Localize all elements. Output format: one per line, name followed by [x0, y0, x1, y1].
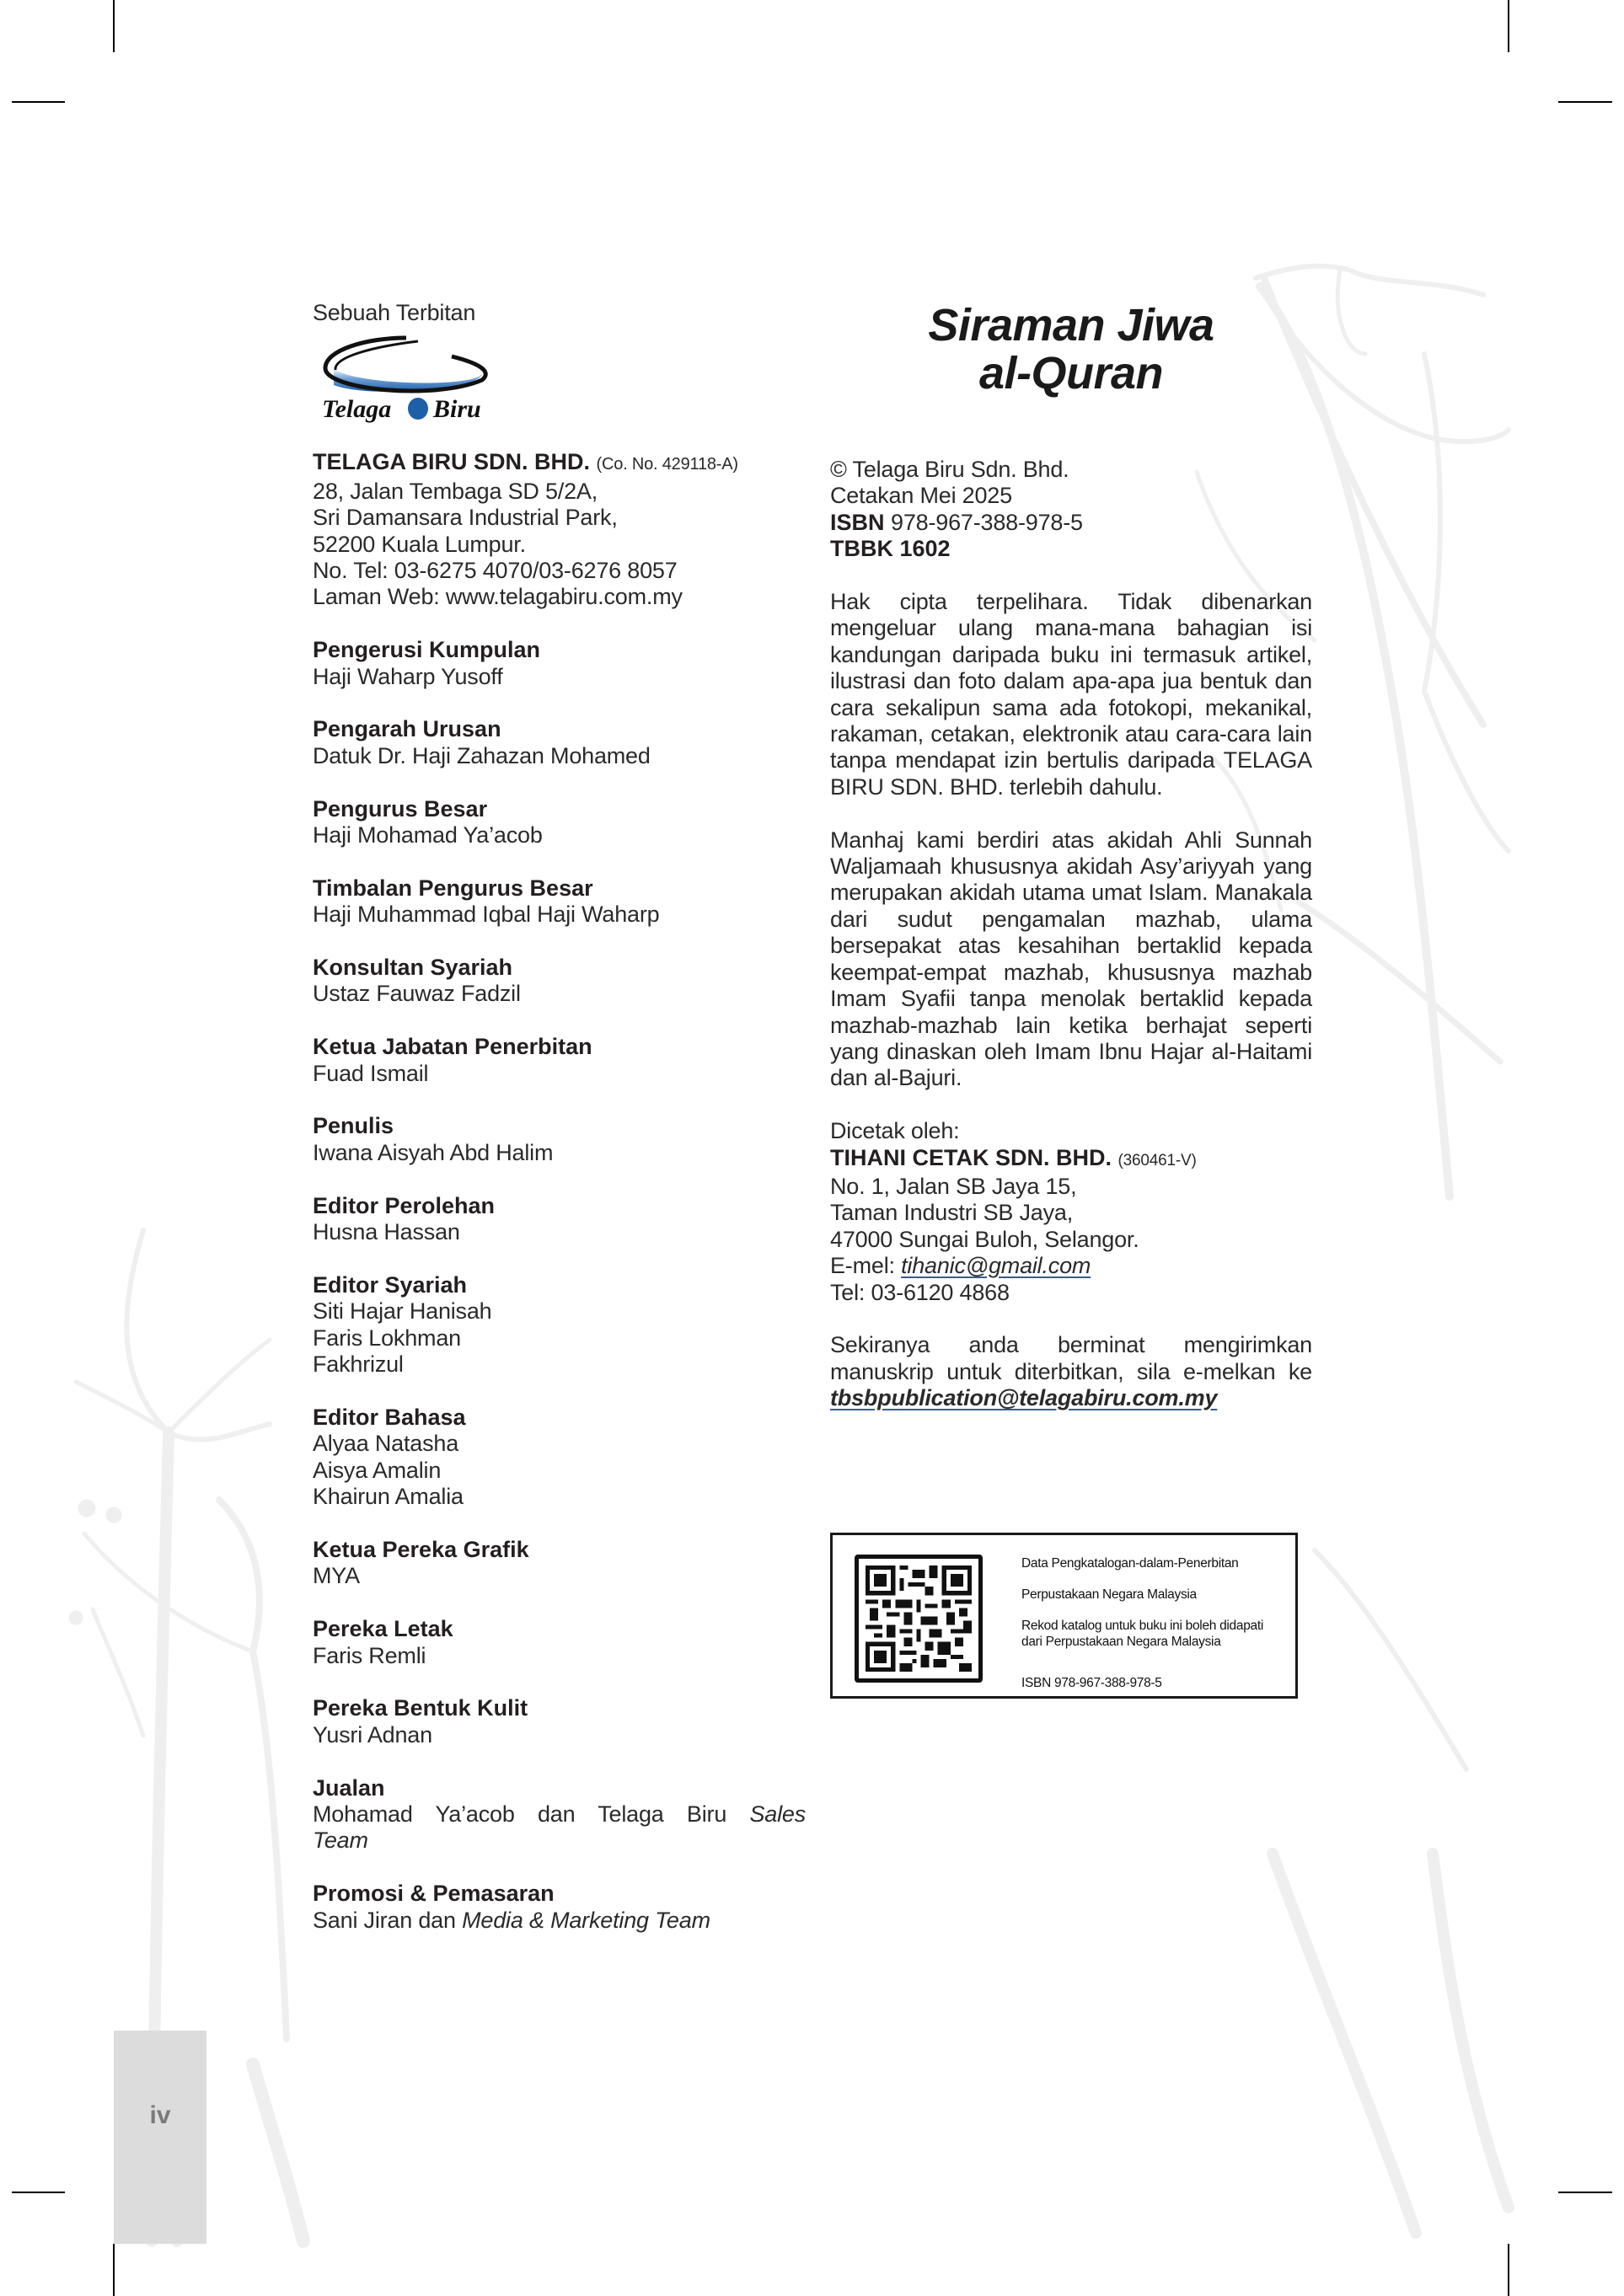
credit-name: Aisya Amalin	[313, 1457, 442, 1483]
credit-role: Timbalan Pengurus Besar	[313, 875, 593, 901]
credit-block	[313, 796, 806, 849]
credit-block	[313, 1616, 806, 1669]
printer-address-2: Taman Industri SB Jaya,	[830, 1200, 1074, 1226]
crop-mark-top-left-v	[113, 0, 115, 52]
credit-role: Ketua Pereka Grafik	[313, 1536, 529, 1562]
cip-line-3a: Rekod katalog untuk buku ini boleh didapati	[1021, 1619, 1263, 1633]
cip-isbn: ISBN 978-967-388-978-5	[1021, 1676, 1162, 1690]
credit-role: Pengerusi Kumpulan	[313, 637, 541, 663]
credit-role: Konsultan Syariah	[313, 955, 513, 981]
cip-line-1: Data Pengkatalogan-dalam-Penerbitan	[1021, 1556, 1239, 1571]
printer-email-link[interactable]: tihanic@gmail.com	[901, 1253, 1091, 1279]
publisher-intro: Sebuah Terbitan	[313, 300, 476, 325]
credit-name: Siti Hajar Hanisah	[313, 1298, 492, 1325]
credit-name: Khairun Amalia	[313, 1484, 464, 1510]
publisher-website: Laman Web: www.telagabiru.com.my	[313, 584, 683, 610]
publisher-address-2: Sri Damansara Industrial Park,	[313, 505, 618, 531]
credit-block-jualan	[313, 1775, 806, 1854]
cip-text	[1021, 1555, 1263, 1706]
credit-name	[313, 1801, 806, 1854]
credit-name: Datuk Dr. Haji Zahazan Mohamed	[313, 742, 651, 768]
credit-name: Haji Muhammad Iqbal Haji Waharp	[313, 902, 660, 928]
credit-block	[313, 1405, 806, 1511]
cip-line-2: Perpustakaan Negara Malaysia	[1021, 1587, 1197, 1602]
credit-block	[313, 637, 806, 690]
book-code: TBBK 1602	[830, 536, 951, 562]
crop-mark-top-left-h	[12, 101, 65, 103]
promosi-text: Sani Jiran dan	[313, 1907, 463, 1933]
cip-box	[830, 1533, 1298, 1699]
qr-code-icon[interactable]	[855, 1555, 983, 1683]
credit-block	[313, 1272, 806, 1378]
jualan-italic: Sales Team	[313, 1801, 806, 1854]
credit-name: Faris Lokhman	[313, 1325, 461, 1351]
credit-name: Haji Mohamad Ya’acob	[313, 822, 543, 848]
credit-role: Pengurus Besar	[313, 795, 488, 822]
credit-block	[313, 955, 806, 1008]
printer-reg: (360461-V)	[1118, 1151, 1197, 1169]
publisher-name: TELAGA BIRU SDN. BHD.	[313, 449, 590, 475]
book-title-line-2: al-Quran	[978, 348, 1164, 399]
telaga-biru-logo-icon	[317, 333, 494, 425]
submission-email-link[interactable]: tbsbpublication@telagabiru.com.my	[830, 1385, 1218, 1411]
book-title-line-1: Siraman Jiwa	[928, 300, 1214, 351]
credit-name: Iwana Aisyah Abd Halim	[313, 1139, 554, 1165]
edition: Cetakan Mei 2025	[830, 483, 1012, 509]
credit-name: MYA	[313, 1563, 360, 1589]
credit-role: Editor Syariah	[313, 1271, 468, 1298]
isbn-line	[830, 510, 1312, 536]
publisher-address-1: 28, Jalan Tembaga SD 5/2A,	[313, 478, 598, 504]
credit-role: Pereka Bentuk Kulit	[313, 1695, 528, 1721]
publisher-phone: No. Tel: 03-6275 4070/03-6276 8057	[313, 558, 678, 584]
printer-name: TIHANI CETAK SDN. BHD.	[830, 1144, 1112, 1170]
rights-paragraph: Hak cipta terpelihara. Tidak dibenarkan mengeluar ulang mana-mana bahagian isi kandungan daripada buku ini termasuk artikel, ilustrasi dan foto dalam apa-apa jua bentuk dan cara sekalipun sama ada fotokopi, mekanikal, rakaman, cetakan, elektronik atau cara-cara lain tanpa mendapat izin bertulis daripada TELAGA BIRU SDN. BHD. terlebih dahulu.	[830, 589, 1312, 800]
crop-mark-bottom-right-h	[1558, 2192, 1612, 2193]
credit-name: Fuad Ismail	[313, 1060, 429, 1086]
printer-name-line	[830, 1145, 1312, 1174]
submission-paragraph	[830, 1332, 1312, 1411]
printer-address-1: No. 1, Jalan SB Jaya 15,	[830, 1173, 1077, 1199]
credit-block	[313, 1034, 806, 1087]
crop-mark-bottom-left-v	[113, 2244, 115, 2296]
credit-name: Husna Hassan	[313, 1219, 460, 1245]
isbn-label: ISBN	[830, 509, 885, 535]
credit-block	[313, 1537, 806, 1590]
svg-text:Telaga: Telaga	[322, 395, 392, 424]
credit-role: Jualan	[313, 1774, 385, 1801]
credit-name: Yusri Adnan	[313, 1721, 432, 1747]
printer-email-line	[830, 1253, 1312, 1279]
submission-text: Sekiranya anda berminat mengirimkan manuskrip untuk diterbitkan, sila e-melkan ke	[830, 1332, 1312, 1384]
crop-mark-bottom-left-h	[12, 2192, 65, 2193]
right-column	[830, 300, 1312, 1412]
publisher-address-3: 52200 Kuala Lumpur.	[313, 531, 526, 557]
crop-mark-top-right-h	[1558, 101, 1612, 103]
publisher-name-line	[313, 449, 806, 478]
publisher-co-no: (Co. No. 429118-A)	[596, 455, 738, 474]
isbn-value: 978-967-388-978-5	[891, 509, 1083, 535]
credit-name: Ustaz Fauwaz Fadzil	[313, 981, 521, 1007]
credit-name: Faris Remli	[313, 1642, 426, 1668]
cip-line-3b: dari Perpustakaan Negara Malaysia	[1021, 1635, 1221, 1649]
credit-block	[313, 1695, 806, 1748]
credit-role: Penulis	[313, 1113, 394, 1139]
credit-block	[313, 1193, 806, 1246]
credit-role: Pengarah Urusan	[313, 716, 501, 742]
credit-role: Editor Bahasa	[313, 1404, 466, 1430]
crop-mark-top-right-v	[1508, 0, 1509, 52]
credit-role: Ketua Jabatan Penerbitan	[313, 1034, 592, 1060]
promosi-italic: Media & Marketing Team	[462, 1907, 710, 1933]
credit-name	[313, 1908, 806, 1934]
jualan-text: Mohamad Ya’acob dan Telaga Biru	[313, 1801, 750, 1827]
left-column	[313, 300, 806, 1934]
credit-name: Fakhrizul	[313, 1351, 404, 1378]
manhaj-paragraph: Manhaj kami berdiri atas akidah Ahli Sunnah Waljamaah khususnya akidah Asy’ariyyah yang merupakan akidah utama umat Islam. Manakala dari sudut pengamalan mazhab, ulama bersepakat atas kesahihan bertaklid kepada keempat-empat mazhab, khususnya mazhab Imam Syafii tanpa menolak bertaklid kepada mazhab-mazhab lain ketika berhajat seperti yang dinaskan oleh Imam Ibnu Hajar al-Haitami dan al-Bajuri.	[830, 827, 1312, 1091]
printer-email-label: E-mel:	[830, 1253, 902, 1279]
credit-block	[313, 875, 806, 929]
credit-role: Editor Perolehan	[313, 1192, 496, 1218]
printer-address-3: 47000 Sungai Buloh, Selangor.	[830, 1226, 1139, 1252]
credit-name: Haji Waharp Yusoff	[313, 663, 503, 689]
credit-name: Alyaa Natasha	[313, 1431, 459, 1457]
credit-block-promosi	[313, 1881, 806, 1934]
svg-text:Biru: Biru	[433, 395, 481, 424]
copyright: © Telaga Biru Sdn. Bhd.	[830, 457, 1069, 482]
credit-role: Pereka Letak	[313, 1616, 453, 1642]
book-title	[830, 302, 1312, 398]
printer-phone: Tel: 03-6120 4868	[830, 1279, 1010, 1305]
page-number: iv	[149, 2101, 171, 2129]
page-number-tab	[114, 2031, 206, 2244]
printer-label: Dicetak oleh:	[830, 1118, 960, 1144]
credit-block	[313, 1113, 806, 1166]
credit-role: Promosi & Pemasaran	[313, 1881, 555, 1907]
crop-mark-bottom-right-v	[1508, 2244, 1509, 2296]
credit-block	[313, 716, 806, 769]
